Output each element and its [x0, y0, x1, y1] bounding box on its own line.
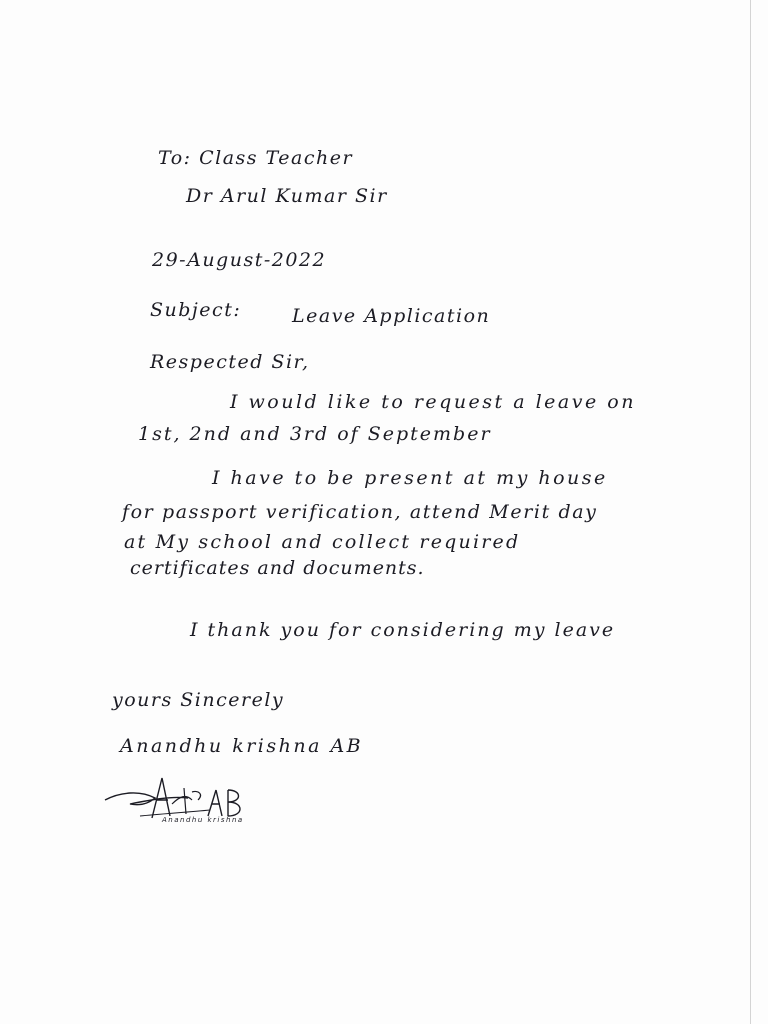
page-edge-divider — [750, 0, 751, 1024]
body-line: at My school and collect required — [124, 531, 521, 553]
body-line: for passport verification, attend Merit day — [122, 501, 598, 523]
body-line: 1st, 2nd and 3rd of September — [138, 423, 492, 445]
body-line: I have to be present at my house — [212, 467, 608, 489]
to-line: To: Class Teacher — [158, 147, 354, 169]
recipient-name: Dr Arul Kumar Sir — [186, 185, 388, 207]
body-line: I would like to request a leave on — [230, 391, 636, 413]
body-line: certificates and documents. — [130, 557, 425, 579]
signature-flourish-text: Anandhu krishna — [162, 816, 244, 824]
sender-name: Anandhu krishna AB — [120, 735, 364, 757]
salutation: Respected Sir, — [150, 351, 310, 373]
closing: yours Sincerely — [112, 689, 285, 711]
handwritten-signature — [100, 770, 270, 840]
letter-date: 29-August-2022 — [152, 249, 327, 271]
subject-text: Leave Application — [292, 305, 491, 327]
subject-label: Subject: — [150, 299, 242, 321]
body-line: I thank you for considering my leave — [190, 619, 616, 641]
